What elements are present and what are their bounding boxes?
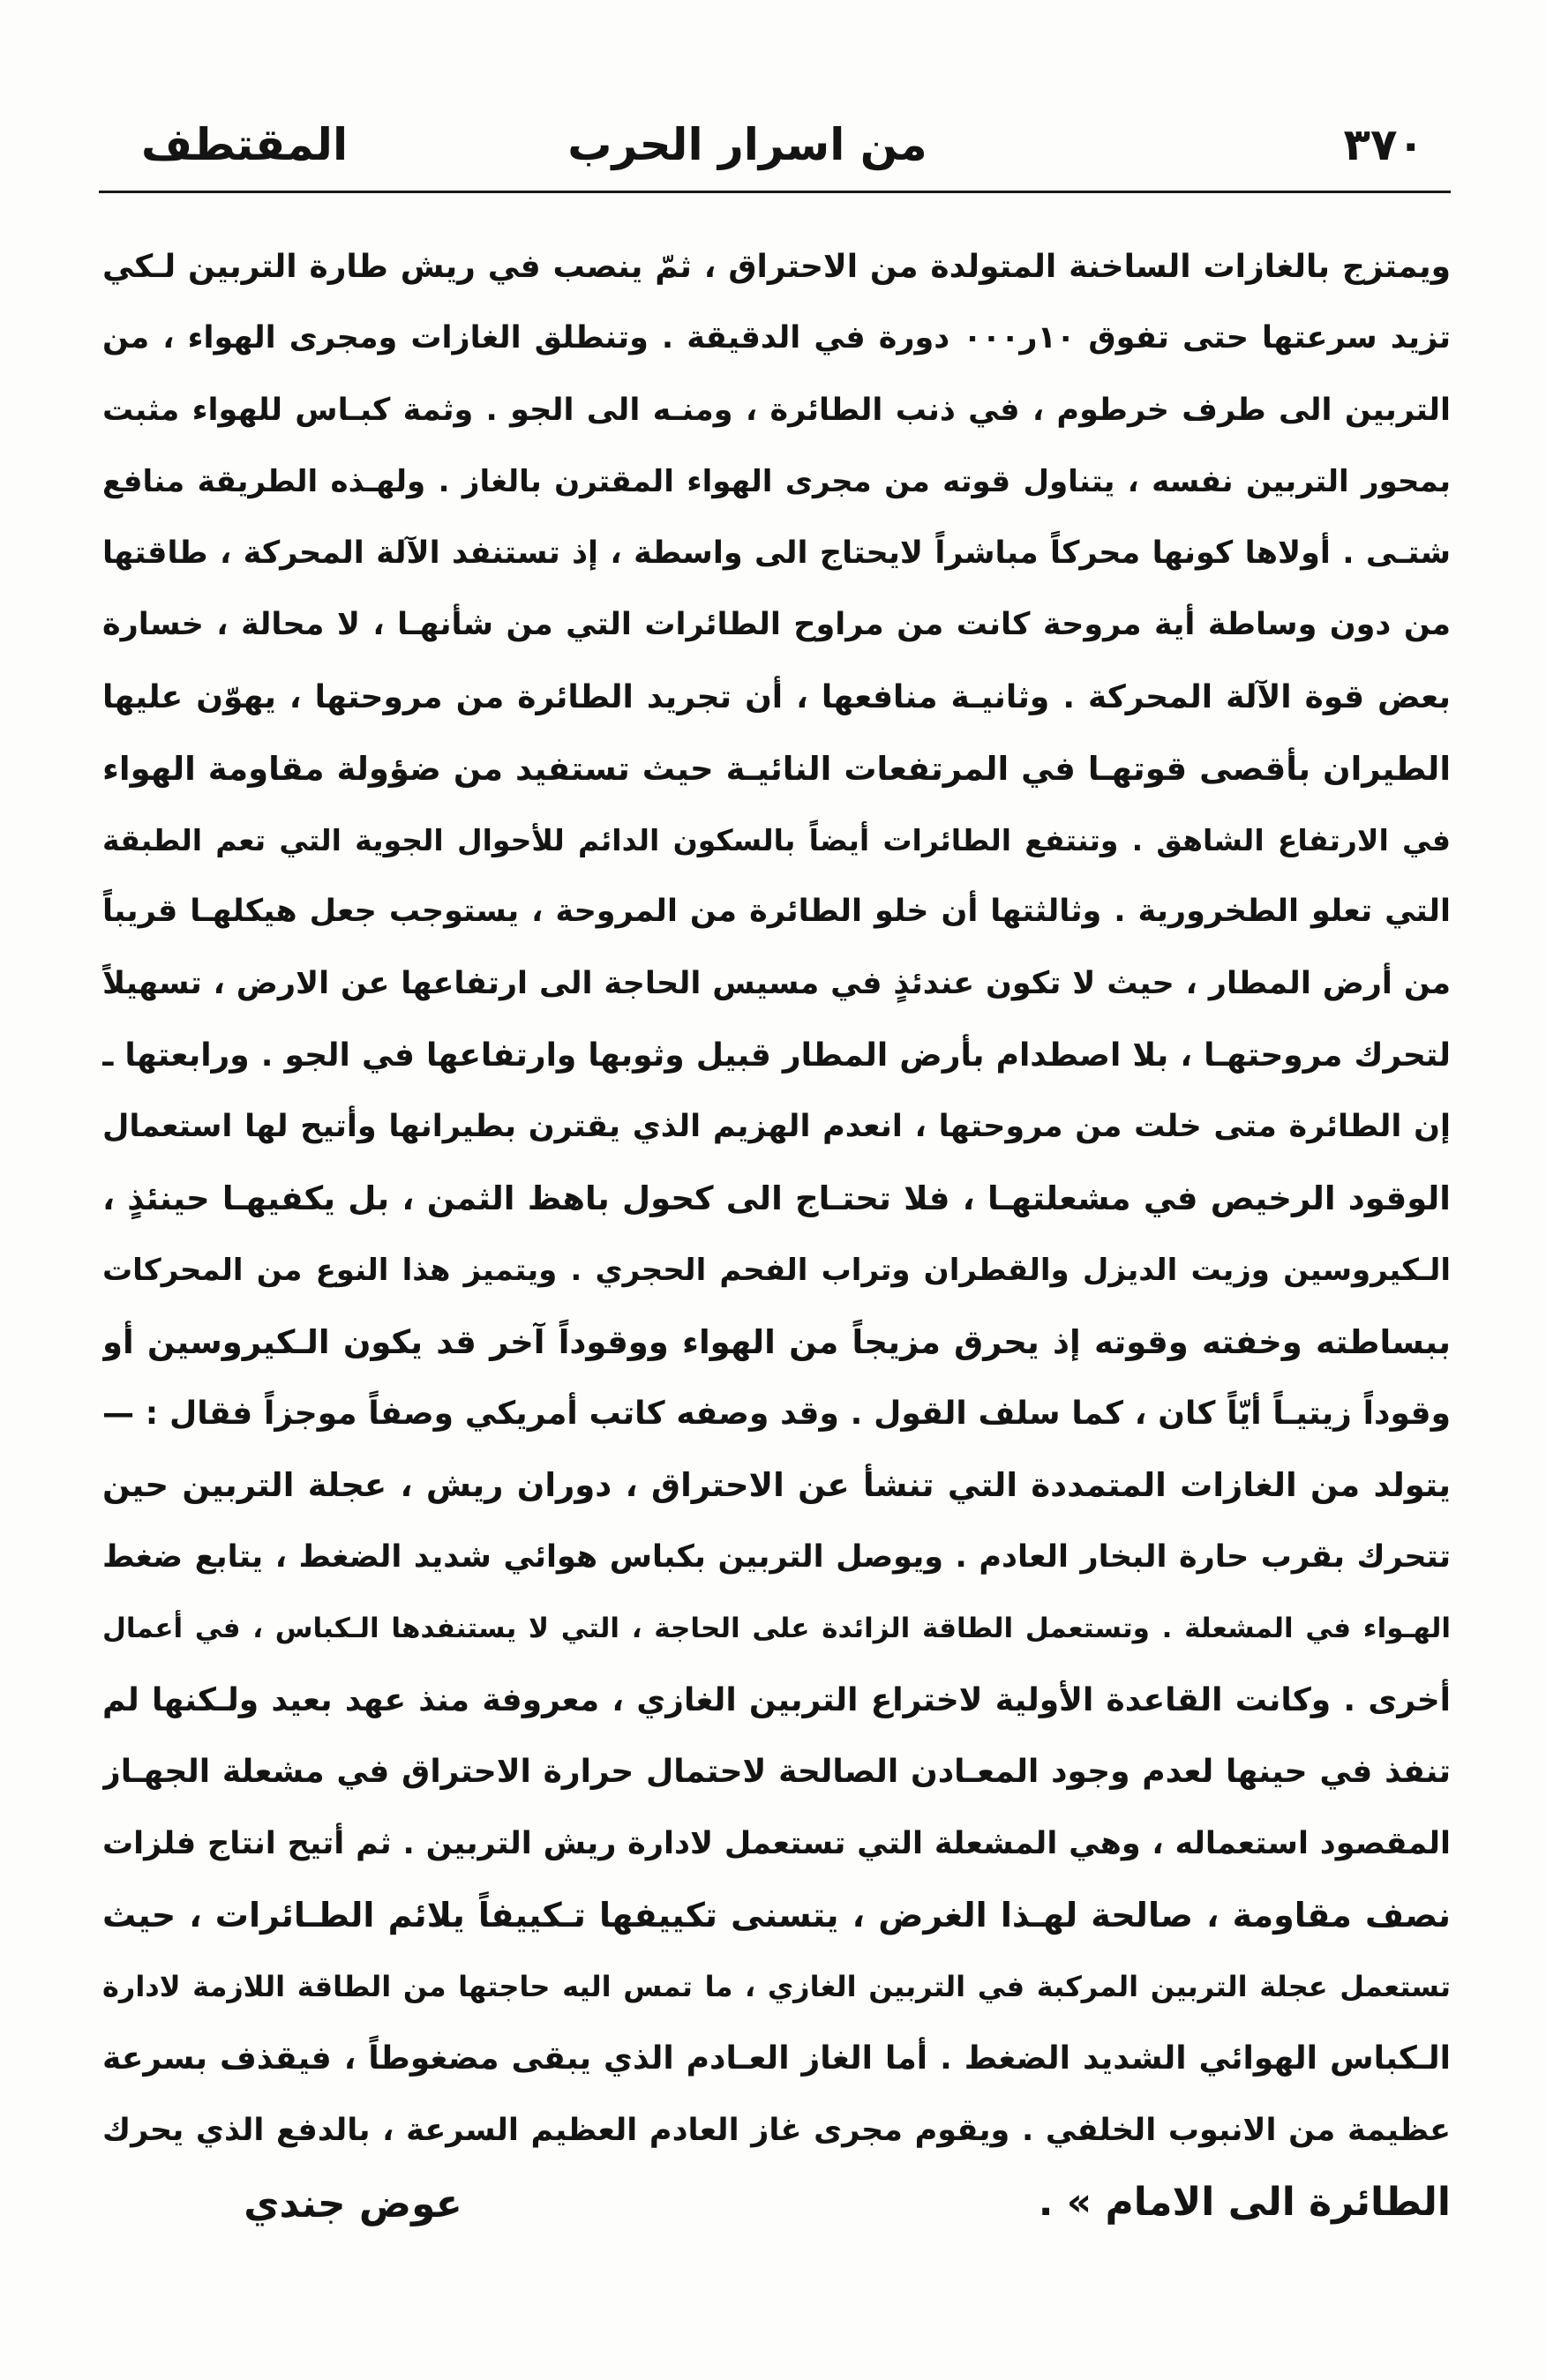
text-line: الـكيروسين وزيت الديزل والقطران وتراب الفحم الحجري . ويتميز هذا النوع من المحركات [102, 1252, 1451, 1288]
text-line: الوقود الرخيص في مشعلتهـا ، فلا تحتـاج الى كحول باهظ الثمن ، بل يكفيهـا حينئذٍ ، [102, 1179, 1451, 1218]
text-line: المقصود استعماله ، وهي المشعلة التي تستعمل لادارة ريش التربين . ثم أتيح انتاج فلزات [102, 1825, 1451, 1861]
text-line: بمحور التربين نفسه ، يتناول قوته من مجرى الهواء المقترن بالغاز . ولهـذه الطريقة منافع [102, 463, 1451, 499]
text-line: أخرى . وكانت القاعدة الأولية لاختراع التربين الغازي ، معروفة منذ عهد بعيد ولـكنها لم [102, 1682, 1451, 1718]
text-line: تستعمل عجلة التربين المركبة في التربين الغازي ، ما تمس اليه حاجتها من الطاقة اللازمة لادارة [102, 1970, 1451, 2003]
author-signature: عوض جندي [244, 2182, 462, 2227]
page-number: ٣٧٠ [1343, 119, 1424, 170]
text-line: شتـى . أولاها كونها محركاً مباشراً لايحتاج الى واسطة ، إذ تستنفد الآلة المحركة ، طاقتها [102, 535, 1451, 571]
text-line: ويمتزج بالغازات الساخنة المتولدة من الاحتراق ، ثمّ ينصب في ريش طارة التربين لـكي [102, 249, 1451, 285]
text-line: تزيد سرعتها حتى تفوق ١٠ر٠٠٠ دورة في الدقيقة . وتنطلق الغازات ومجرى الهواء ، من [102, 320, 1451, 356]
text-line: إن الطائرة متى خلت من مروحتها ، انعدم الهزيم الذي يقترن بطيرانها وأتيح لها استعمال [102, 1109, 1451, 1144]
text-line: نصف مقاومة ، صالحة لهـذا الغرض ، يتسنى تكييفها تـكييفاً يلائم الطـائرات ، حيث [102, 1895, 1451, 1935]
text-line: بعض قوة الآلة المحركة . وثانيـة منافعها ، أن تجريد الطائرة من مروحتها ، يهوّن عليها [102, 678, 1451, 715]
text-line: التي تعلو الطخرورية . وثالثتها أن خلو الطائرة من المروحة ، يستوجب جعل هيكلهـا قريباً [102, 894, 1451, 930]
text-line: وقوداً زيتيـاً أيّاً كان ، كما سلف القول . وقد وصفه كاتب أمريكي وصفاً موجزاً فقال : — [102, 1396, 1451, 1432]
text-line: تنفذ في حينها لعدم وجود المعـادن الصالحة لاحتمال حرارة الاحتراق في مشعلة الجهـاز [102, 1754, 1451, 1791]
text-line: في الارتفاع الشاهق . وتنتفع الطائرات أيضاً بالسكون الدائم للأحوال الجوية التي تعم الطبقة [102, 823, 1451, 857]
text-line: من دون وساطة أية مروحة كانت من مراوح الطائرات التي من شأنهـا ، لا محالة ، خسارة [102, 607, 1451, 643]
text-line: يتولد من الغازات المتمددة التي تنشأ عن الاحتراق ، دوران ريش ، عجلة التربين حين [102, 1466, 1451, 1505]
text-line-last: الطائرة الى الامام » . [1038, 2179, 1451, 2225]
running-title: من اسرار الحرب [567, 119, 927, 170]
text-line: لتحرك مروحتهـا ، بلا اصطدام بأرض المطار قبيل وثوبها وارتفاعها في الجو . ورابعتها ـ [102, 1037, 1451, 1074]
article-text [102, 231, 1451, 2242]
text-line: الهـواء في المشعلة . وتستعمل الطاقة الزائدة على الحاجة ، التي لا يستنفدها الـكباس ، في أعمال [102, 1612, 1451, 1644]
text-line: ببساطته وخفته وقوته إذ يحرق مزيجاً من الهواء ووقوداً آخر قد يكون الـكيروسين أو [102, 1322, 1451, 1361]
text-line: التربين الى طرف خرطوم ، في ذنب الطائرة ، ومنـه الى الجو . وثمة كبـاس للهواء مثبت [102, 392, 1451, 428]
header-rule [99, 191, 1451, 193]
magazine-name: المقتطف [141, 119, 349, 170]
text-line: الـكباس الهوائي الشديد الضغط . أما الغاز العـادم الذي يبقى مضغوطاً ، فيقذف بسرعة [102, 2040, 1451, 2077]
text-line: من أرض المطار ، حيث لا تكون عندئذٍ في مسيس الحاجة الى ارتفاعها عن الارض ، تسهيلاً [102, 965, 1451, 1001]
text-line: الطيران بأقصى قوتهـا في المرتفعات النائيـة حيث تستفيد من ضؤولة مقاومة الهواء [102, 749, 1451, 788]
text-line: عظيمة من الانبوب الخلفي . ويقوم مجرى غاز العادم العظيم السرعة ، بالدفع الذي يحرك [102, 2112, 1451, 2148]
text-line: تتحرك بقرب حارة البخار العادم . ويوصل التربين بكباس هوائي شديد الضغط ، يتابع ضغط [102, 1538, 1451, 1575]
